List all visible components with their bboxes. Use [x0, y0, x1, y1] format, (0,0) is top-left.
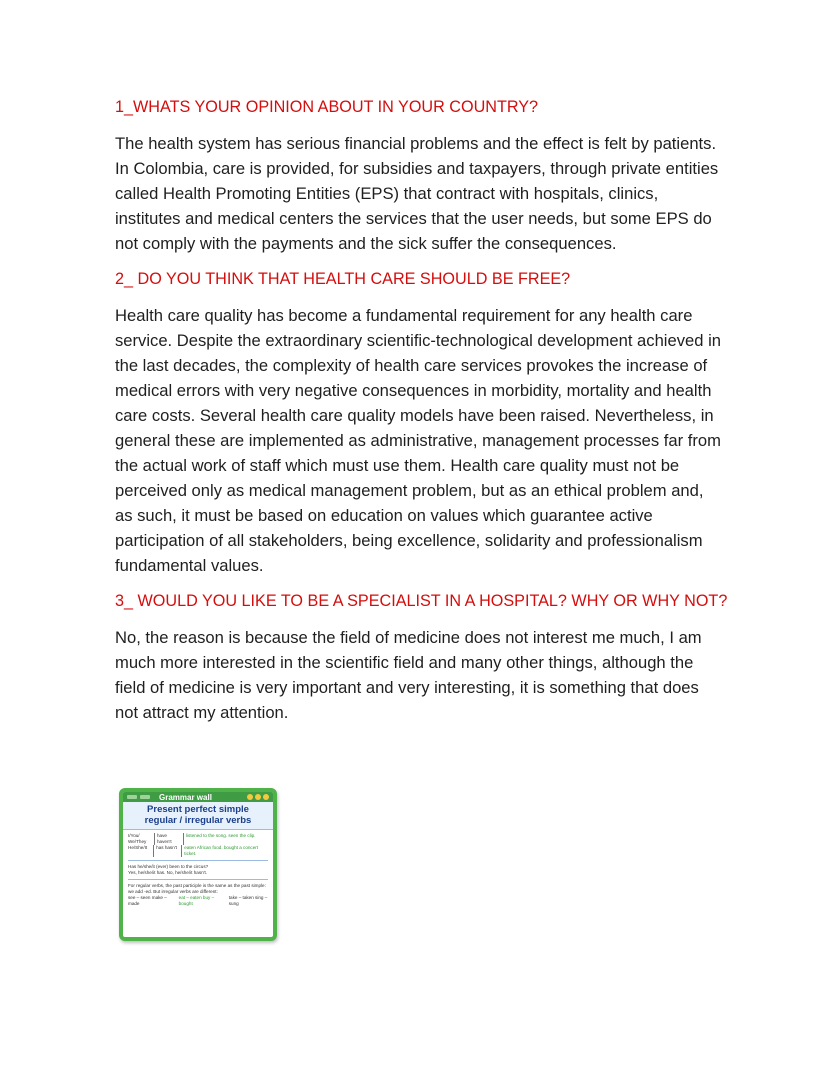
document-page [115, 96, 728, 737]
star-icon [263, 794, 269, 800]
grammar-card-subtitle: regular / irregular verbs [144, 815, 252, 826]
grammar-verb-forms [128, 895, 268, 907]
verb-forms-col: see – seen make – made [128, 895, 167, 906]
grammar-note: For regular verbs, the past participle is the same as the past simple: we add -ed. But irregular verbs are different: [128, 883, 266, 894]
answer-1-paragraph: The health system has serious financial problems and the effect is felt by patients. In Colombia, care is provided, for subsidies and taxpayers, through private entities called Health Promoting Entities (EPS) that contract with hospitals, clinics, institutes and medical centers the services that the user needs, but some EPS do not comply with the payments and the sick suffer the consequences. [115, 134, 719, 253]
grammar-auxiliary: has hasn't [153, 845, 177, 857]
banner-star-icons [247, 794, 269, 800]
grammar-card-banner-label: Grammar wall [159, 792, 212, 802]
answer-2-paragraph: Health care quality has become a fundamental requirement for any health care service. Despite the extraordinary scientific-technological development achieved in the last decades, the complexity of health care services provokes the increase of medical errors with very negative consequences in morbidity, mortality and health care costs. Several health care quality models have been raised. Nevertheless, in general these are implemented as administrative, management processes far from the actual work of staff which must use them. Health care quality must not be perceived only as medical management problem, but as an ethical problem and, as such, it must be based on education on values which guarantee active participation of all stakeholders, being excellence, solidarity and professionalism fundamental values. [115, 306, 721, 575]
banner-tab-icon [140, 795, 150, 799]
answer-3-paragraph: No, the reason is because the field of medicine does not interest me much, I am much more interested in the scientific field and many other things, although the field of medicine is very important and very interesting, it is something that does not attract my attention. [115, 628, 702, 722]
grammar-divider [128, 879, 268, 880]
grammar-answer-line: Yes, he/she/it has. No, he/she/it hasn't. [128, 870, 208, 875]
grammar-example: eaten African food. bought a concert ticket. [181, 845, 268, 857]
grammar-row [128, 833, 268, 845]
grammar-row [128, 845, 268, 857]
question-3-heading: 3_ WOULD YOU LIKE TO BE A SPECIALIST IN A HOSPITAL? WHY OR WHY NOT? [115, 592, 728, 610]
star-icon [247, 794, 253, 800]
grammar-subject: He/She/It [128, 845, 148, 850]
verb-forms-col: eat – eaten buy – bought [178, 895, 215, 906]
star-icon [255, 794, 261, 800]
grammar-card-header [123, 802, 273, 830]
grammar-subject: I/You/ We/They [128, 833, 147, 844]
grammar-divider [128, 860, 268, 861]
grammar-card-title: Present perfect simple [147, 804, 249, 815]
grammar-question-line: Has he/she/it (ever) been to the circus? [128, 864, 209, 869]
grammar-wall-card-image [119, 788, 277, 941]
question-1-heading: 1_WHATS YOUR OPINION ABOUT IN YOUR COUNTRY? [115, 98, 539, 116]
grammar-auxiliary: have haven't [154, 833, 179, 845]
grammar-card-body [123, 830, 273, 910]
grammar-card-banner [123, 792, 273, 802]
grammar-example: listened to the song. seen the clip. [183, 833, 255, 845]
verb-forms-col: take – taken sing – sung [228, 895, 268, 906]
banner-tab-icon [127, 795, 137, 799]
question-2-heading: 2_ DO YOU THINK THAT HEALTH CARE SHOULD BE FREE? [115, 270, 571, 288]
